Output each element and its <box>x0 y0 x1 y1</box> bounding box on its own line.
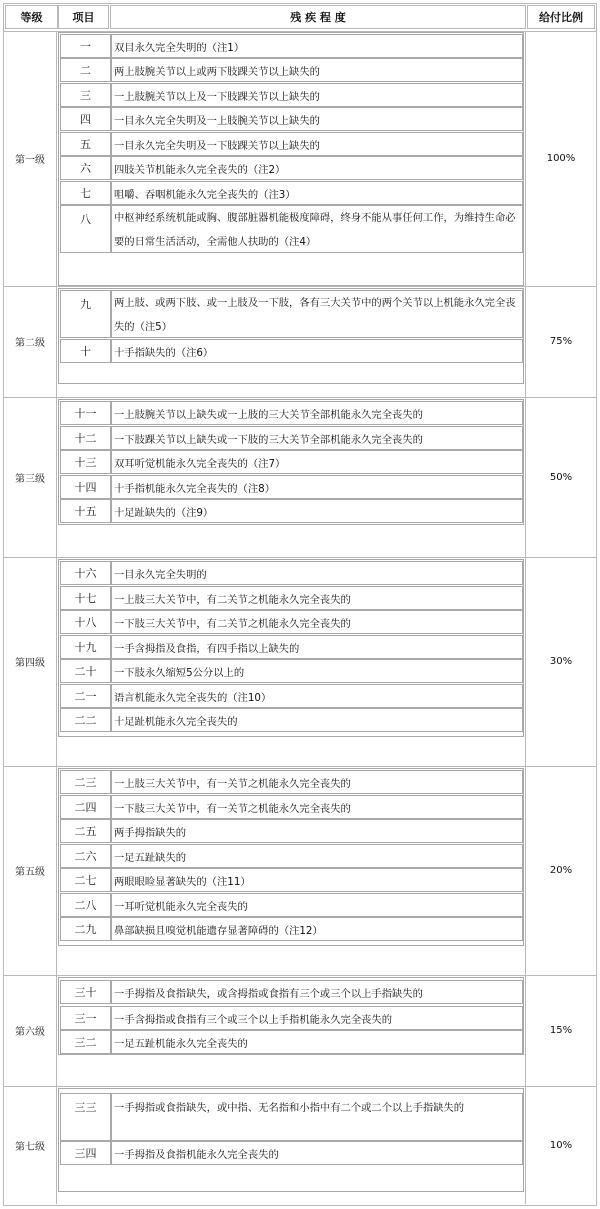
item-number: 十八 <box>60 610 111 634</box>
item-description: 一上肢三大关节中，有二关节之机能永久完全丧失的 <box>111 586 523 610</box>
item-description: 两眼眼睑显著缺失的（注11） <box>111 868 523 892</box>
item-description: 一手拇指及食指缺失，或含拇指或食指有三个或三个以上手指缺失的 <box>111 980 523 1004</box>
grade-cell: 第五级 <box>15 867 45 878</box>
item-number: 三四 <box>60 1141 111 1165</box>
group-separator <box>3 397 597 398</box>
item-description: 一手拇指及食指机能永久完全丧失的 <box>111 1141 523 1165</box>
item-description: 十足趾缺失的（注9） <box>111 499 523 523</box>
ratio-cell: 50% <box>549 471 573 483</box>
item-number: 三二 <box>60 1030 111 1054</box>
item-description: 一下肢三大关节中，有二关节之机能永久完全丧失的 <box>111 610 523 634</box>
group-separator <box>3 766 597 767</box>
item-description: 一足五趾机能永久完全丧失的 <box>111 1030 523 1054</box>
grade-cell: 第三级 <box>15 473 45 485</box>
item-description: 一手含拇指或食指有三个或三个以上手指机能永久完全丧失的 <box>111 1006 523 1030</box>
item-number: 三十 <box>60 980 111 1004</box>
ratio-cell: 10% <box>549 1139 573 1151</box>
group-separator <box>3 1086 597 1087</box>
item-description: 一手含拇指及食指，有四手指以上缺失的 <box>111 635 523 659</box>
item-description: 一上肢腕关节以上及一下肢踝关节以上缺失的 <box>111 83 523 107</box>
header-ratio: 给付比例 <box>527 5 595 29</box>
item-number: 二三 <box>60 770 111 794</box>
group-separator <box>3 286 597 287</box>
item-description: 十足趾机能永久完全丧失的 <box>111 708 523 732</box>
item-number: 八 <box>60 205 111 253</box>
item-number: 五 <box>60 132 111 156</box>
item-number: 六 <box>60 156 111 180</box>
item-number: 七 <box>60 181 111 205</box>
ratio-cell: 75% <box>549 336 573 347</box>
grade-cell: 第一级 <box>15 155 45 166</box>
item-number: 十七 <box>60 586 111 610</box>
item-description: 一手拇指或食指缺失，或中指、无名指和小指中有二个或二个以上手指缺失的 <box>111 1093 523 1141</box>
item-number: 二九 <box>60 917 111 941</box>
item-description: 两手拇指缺失的 <box>111 819 523 843</box>
item-description: 一目永久完全失明的 <box>111 561 523 585</box>
item-description: 一足五趾缺失的 <box>111 844 523 868</box>
grid-vline <box>56 31 57 1204</box>
grade-cell: 第二级 <box>15 338 45 349</box>
item-number: 十五 <box>60 499 111 523</box>
group-separator <box>3 975 597 976</box>
item-description: 十手指缺失的（注6） <box>111 339 523 363</box>
item-number: 二十 <box>60 659 111 683</box>
item-number: 四 <box>60 107 111 131</box>
item-number: 二二 <box>60 708 111 732</box>
item-number: 十九 <box>60 635 111 659</box>
item-description: 一目永久完全失明及一上肢腕关节以上缺失的 <box>111 107 523 131</box>
item-description: 鼻部缺损且嗅觉机能遗存显著障碍的（注12） <box>111 917 523 941</box>
ratio-cell: 30% <box>549 656 573 667</box>
item-description: 咀嚼、吞咽机能永久完全丧失的（注3） <box>111 181 523 205</box>
item-number: 二 <box>60 58 111 82</box>
item-description: 一上肢三大关节中，有一关节之机能永久完全丧失的 <box>111 770 523 794</box>
item-number: 三三 <box>60 1093 111 1141</box>
item-description: 一下肢永久缩短5公分以上的 <box>111 659 523 683</box>
item-description: 一上肢腕关节以上缺失或一上肢的三大关节全部机能永久完全丧失的 <box>111 401 523 425</box>
item-description: 四肢关节机能永久完全丧失的（注2） <box>111 156 523 180</box>
item-description: 双耳听觉机能永久完全丧失的（注7） <box>111 450 523 474</box>
item-number: 二四 <box>60 795 111 819</box>
item-description: 一下肢三大关节中，有一关节之机能永久完全丧失的 <box>111 795 523 819</box>
item-number: 二五 <box>60 819 111 843</box>
ratio-cell: 15% <box>549 1025 573 1036</box>
ratio-cell: 100% <box>546 153 576 164</box>
item-description: 双目永久完全失明的（注1） <box>111 34 523 58</box>
item-number: 十三 <box>60 450 111 474</box>
item-description: 一目永久完全失明及一下肢踝关节以上缺失的 <box>111 132 523 156</box>
item-number: 十六 <box>60 561 111 585</box>
item-description: 语言机能永久完全丧失的（注10） <box>111 684 523 708</box>
item-number: 二一 <box>60 684 111 708</box>
item-number: 二八 <box>60 893 111 917</box>
grade-cell: 第七级 <box>15 1141 45 1153</box>
item-number: 三一 <box>60 1006 111 1030</box>
item-number: 二六 <box>60 844 111 868</box>
item-description: 两上肢腕关节以上或两下肢踝关节以上缺失的 <box>111 58 523 82</box>
item-number: 三 <box>60 83 111 107</box>
group-separator <box>3 557 597 558</box>
item-description: 两上肢、或两下肢、或一上肢及一下肢，各有三大关节中的两个关节以上机能永久完全丧失的（注5） <box>111 290 523 338</box>
header-item: 项目 <box>58 5 109 29</box>
item-number: 十一 <box>60 401 111 425</box>
header-grade: 等级 <box>5 5 58 29</box>
grade-cell: 第六级 <box>15 1027 45 1038</box>
item-number: 九 <box>60 290 111 338</box>
item-number: 一 <box>60 34 111 58</box>
item-number: 十四 <box>60 475 111 499</box>
item-number: 十 <box>60 339 111 363</box>
item-description: 一耳听觉机能永久完全丧失的 <box>111 893 523 917</box>
item-description: 中枢神经系统机能或胸、腹部脏器机能极度障碍，终身不能从事任何工作，为维持生命必要的日常生活活动，全需他人扶助的（注4） <box>111 205 523 253</box>
ratio-cell: 20% <box>549 865 573 876</box>
item-description: 一下肢踝关节以上缺失或一下肢的三大关节全部机能永久完全丧失的 <box>111 426 523 450</box>
item-number: 十二 <box>60 426 111 450</box>
grade-cell: 第四级 <box>15 658 45 669</box>
item-number: 二七 <box>60 868 111 892</box>
header-desc: 残 疾 程 度 <box>110 5 526 29</box>
item-description: 十手指机能永久完全丧失的（注8） <box>111 475 523 499</box>
